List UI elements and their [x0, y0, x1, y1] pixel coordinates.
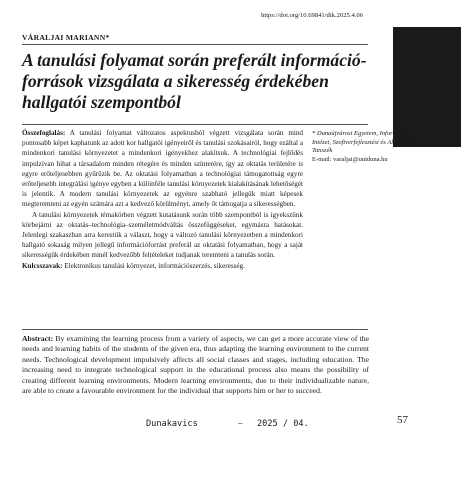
abstract-hu-text-1: A tanulási folyamat változatos aspektusból végzett vizsgálata során mind pontosabb képet kaphatunk az adott kor hallgatói igényeiről és tanulási szokásairól, hogy ezáltal a mindenkori tanulási környezetet a mindenkori igényekhez alakítsuk. A technológiai fejlődés impulzívan hihat a társadalom minden rétegére és minden színterére, így az oktatás területére is egyre erőteljesebben gyűrűzik be. Az oktatási folyamatban a technológiai támogatottság egyre erőteljesebb integrálási igénye egyben a különféle tanulási környezetek kialakításának lehetőségét is jelentik. A modern tanulási környezetek az egyénre szabható jellegük miatt képesek megteremteni az egyén számára azt a kedvező körülményt, amely őt támogatja a sikerességben. [22, 129, 303, 209]
journal-name: Dunakavics [146, 419, 198, 429]
keywords-label: Kulcsszavak: [22, 261, 63, 270]
keywords-paragraph [22, 261, 303, 271]
footer-issue [257, 418, 309, 429]
article-title [22, 50, 392, 113]
title-rule [22, 124, 368, 125]
abstract-rule [22, 329, 368, 330]
footer-journal [146, 418, 198, 429]
abstract-hu-paragraph-1 [22, 128, 303, 210]
title-line-2: források vizsgálata a sikeresség érdekében [22, 71, 329, 91]
page-number: 57 [397, 414, 408, 426]
issue-number: 2025 / 04. [257, 419, 309, 429]
title-line-3: hallgatói szempontból [22, 92, 181, 112]
abstract-hu-paragraph-2 [22, 210, 303, 261]
hungarian-abstract [22, 128, 303, 271]
abstract-hu-text-2: A tanulási környezetek témakörben végzett kutatásunk során több szempontból is igyekszünk körbejárni az oktatás–technológia–személetmódváltás összefüggéseket, egymásra hatásokat. Jelenlegi szakaszban arra kerestük a választ, hogy a változó tanulási környezetben a mindenkori hallgató sokaság milyen jellegű információforrást preferál az oktatási folyamatban, hogy a saját sikerességük érdekében minél kedvezőbb feltételeket tudjanak teremteni a tanulás során. [22, 210, 303, 260]
black-tab-decoration [393, 27, 461, 147]
affiliation-email[interactable]: E-mail: varaljai@uniduna.hu [312, 156, 388, 164]
abstract-en-label: Abstract: [22, 334, 54, 343]
abstract-en-text: By examining the learning process from a variety of aspects, we can get a more accurate view of the needs and learning habits of the students of the given era, thus adapting the learning environment to the current needs. Technological development impulsively affects all social classes and stages, including education. The increasing need to integrate technological support in the educational process also means the possibility of creating different learning environments. Modern learning environments, due to their individualizable nature, are able to create a favourable environment for the individual that supports him or her to succeed. [22, 334, 369, 396]
author-affiliation [312, 130, 424, 165]
english-abstract [22, 334, 369, 396]
title-line-1: A tanulási folyamat során preferált információ- [22, 50, 367, 70]
abstract-hu-label: Összefoglalás: [22, 129, 66, 137]
author-name: VÁRALJAI MARIANN* [22, 33, 110, 42]
abstract-en-paragraph [22, 334, 369, 396]
doi-link[interactable]: https://doi.org/10.69841/dik.2025.4.06 [261, 12, 363, 19]
affiliation-institution: * Dunaújvárosi Egyetem, Informatika Intézet, Szoftverfejlesztési és Alkalmazási Tanszék [312, 130, 420, 155]
header-rule [22, 44, 368, 45]
footer-separator: – [238, 418, 243, 428]
keywords-text: Elektronikus tanulási környezet, információszerzés, sikeresség. [64, 261, 245, 270]
